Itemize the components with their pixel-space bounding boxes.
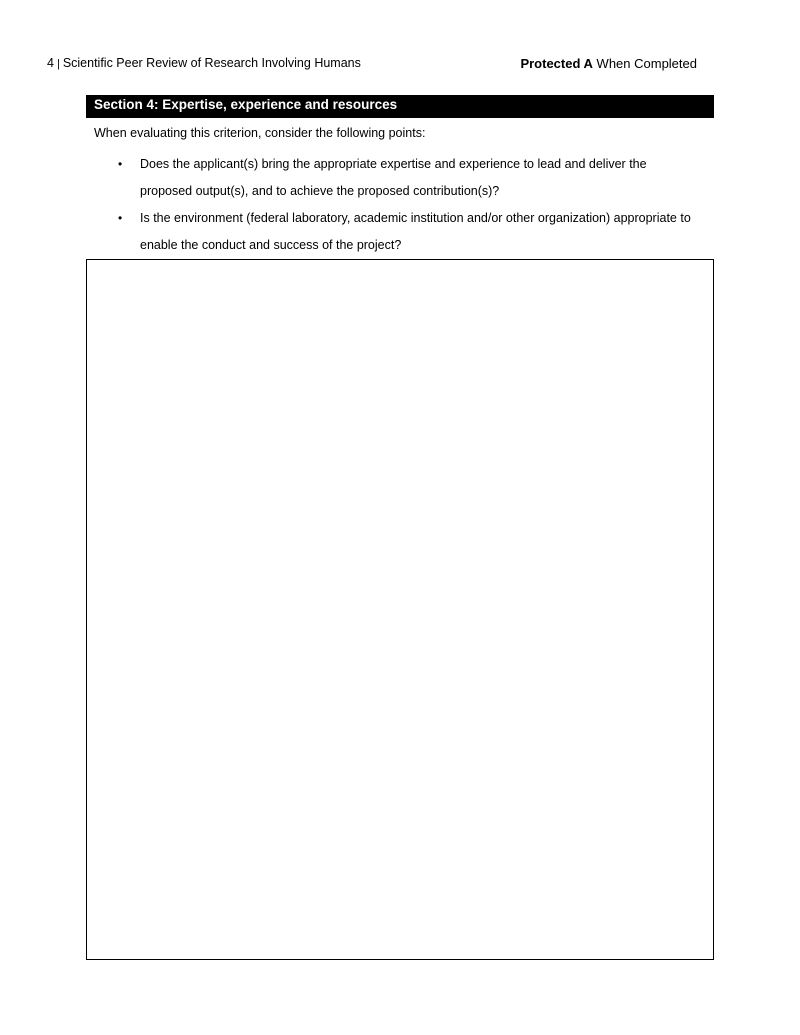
page-number: 4 [47,56,54,70]
page-header [47,56,361,70]
classification-level: Protected A [520,56,593,71]
bullet-icon: • [118,157,123,171]
list-item-text: Does the applicant(s) bring the appropriate expertise and experience to lead and deliver the proposed output(s), and to achieve the proposed contribution(s)? [140,157,647,198]
document-title: Scientific Peer Review of Research Involving Humans [62,56,361,70]
response-text-box[interactable] [86,259,714,960]
list-item [118,205,698,259]
criteria-list [118,151,698,259]
section-intro: When evaluating this criterion, consider the following points: [94,126,426,140]
list-item [118,151,698,205]
classification-label [520,56,697,71]
section-heading: Section 4: Expertise, experience and resources [86,95,714,118]
bullet-icon: • [118,211,123,225]
header-separator: | [56,58,60,70]
classification-condition: When Completed [592,56,697,71]
list-item-text: Is the environment (federal laboratory, academic institution and/or other organization) appropriate to enable the conduct and success of the project? [140,211,691,252]
